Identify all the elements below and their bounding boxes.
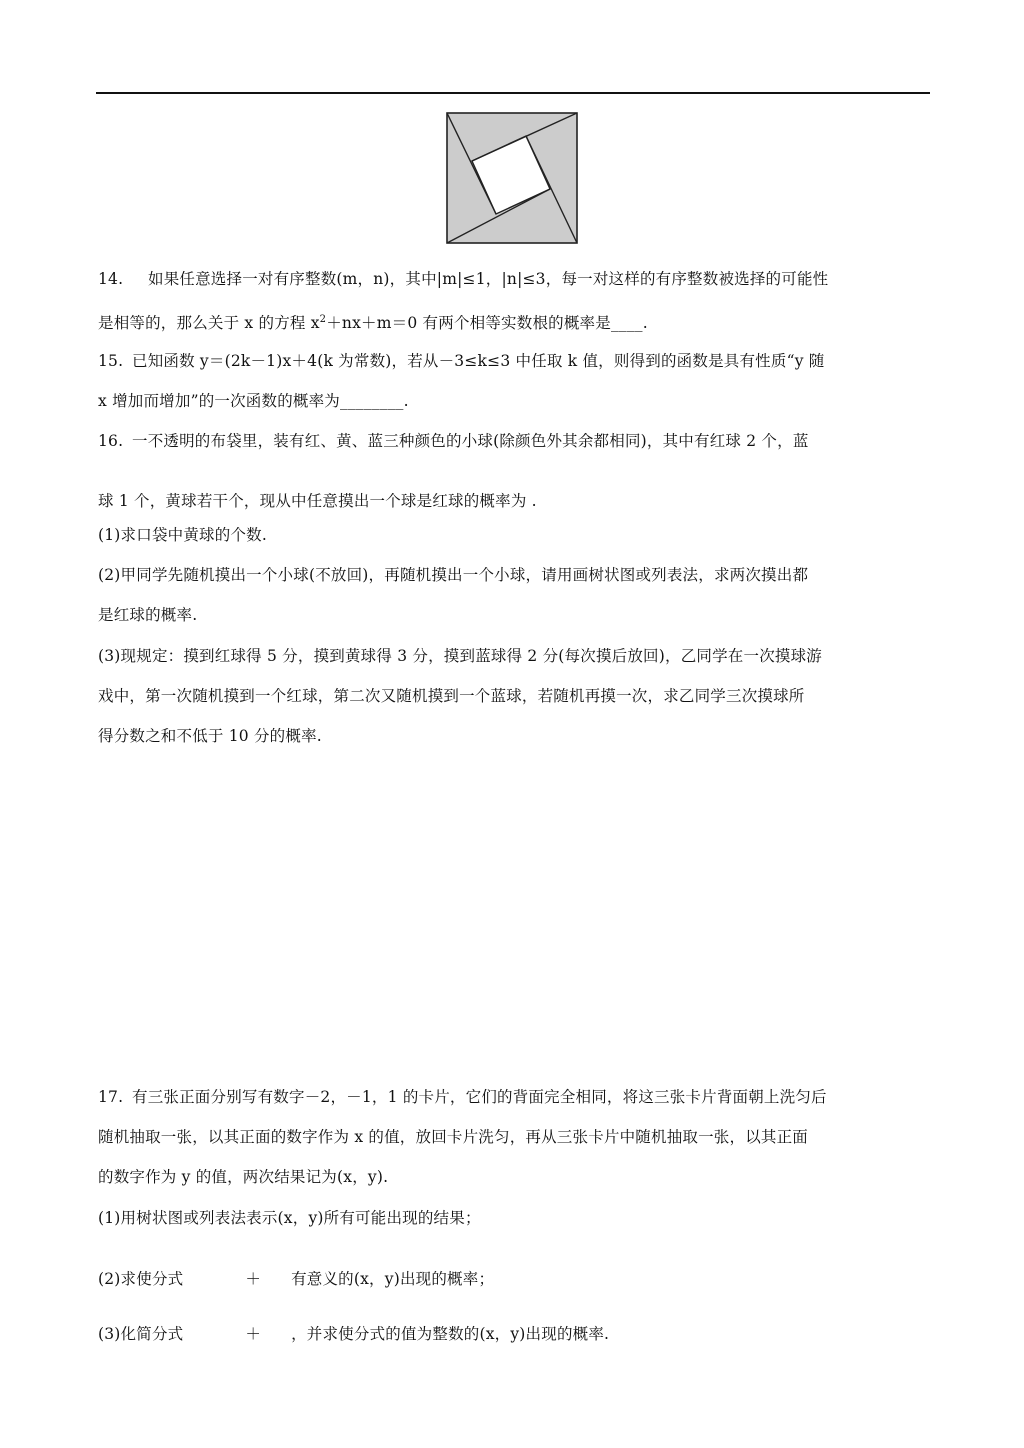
q17-sub-3-plus: ＋: [245, 1325, 262, 1343]
q17-sub-3: [98, 1323, 928, 1345]
q17-line-3: [98, 1166, 928, 1188]
q15-line-1: [98, 350, 928, 372]
q17-sub-2-plus: ＋: [245, 1270, 262, 1288]
q16-sub-3-text-3: 得分数之和不低于 10 分的概率.: [98, 727, 322, 745]
q17-line-1: [98, 1086, 928, 1108]
q16-sub-1: [98, 524, 928, 546]
q17-line-2: [98, 1126, 928, 1148]
pinwheel-square-figure: [446, 112, 578, 244]
q14-number: 14.: [98, 270, 124, 288]
q14-line-1: [98, 268, 928, 290]
q14-exponent: 2: [319, 314, 327, 325]
q16-sub-3-text-2: 戏中，第一次随机摸到一个红球，第二次又随机摸到一个蓝球，若随机再摸一次，求乙同学三次摸球所: [98, 687, 805, 705]
q17-text-2: 随机抽取一张，以其正面的数字作为 x 的值，放回卡片洗匀，再从三张卡片中随机抽取一张，以其正面: [98, 1128, 808, 1146]
q16-line-2: [98, 490, 928, 512]
q17-sub-3-text-b: ，并求使分式的值为整数的(x，y)出现的概率.: [291, 1325, 610, 1343]
q16-sub-2-line-1: [98, 564, 928, 586]
q16-text-2: 球 1 个，黄球若干个，现从中任意摸出一个球是红球的概率为 .: [98, 492, 537, 510]
q17-sub-2: [98, 1268, 928, 1290]
q14-text-2a: 是相等的，那么关于 x 的方程 x: [98, 314, 320, 332]
q16-sub-3-text-1: (3)现规定：摸到红球得 5 分，摸到黄球得 3 分，摸到蓝球得 2 分(每次摸后放回)，乙同学在一次摸球游: [98, 647, 822, 665]
q16-sub-3-line-2: [98, 685, 928, 707]
pinwheel-square-svg: [446, 112, 578, 244]
q14-text-1: 如果任意选择一对有序整数(m，n)，其中|m|≤1，|n|≤3，每一对这样的有序整数被选择的可能性: [148, 270, 829, 288]
q17-text-1: 有三张正面分别写有数字－2，－1，1 的卡片，它们的背面完全相同，将这三张卡片背面朝上洗匀后: [132, 1088, 827, 1106]
q14-text-2b: ＋nx＋m＝0 有两个相等实数根的概率是____.: [326, 314, 648, 332]
q16-number: 16.: [98, 432, 124, 450]
q16-sub-2-text-2: 是红球的概率.: [98, 606, 198, 624]
q17-sub-1: [98, 1207, 928, 1229]
q15-line-2: [98, 390, 928, 412]
q16-sub-2-text-1: (2)甲同学先随机摸出一个小球(不放回)，再随机摸出一个小球，请用画树状图或列表法，求两次摸出都: [98, 566, 809, 584]
q17-sub-2-text-b: 有意义的(x，y)出现的概率；: [291, 1270, 495, 1288]
q17-sub-2-text-a: (2)求使分式: [98, 1270, 184, 1288]
q17-sub-1-text: (1)用树状图或列表法表示(x，y)所有可能出现的结果；: [98, 1209, 481, 1227]
header-rule: [96, 92, 930, 94]
q14-line-2: [98, 309, 928, 334]
q16-sub-3-line-1: [98, 645, 928, 667]
q15-text-1: 已知函数 y＝(2k－1)x＋4(k 为常数)，若从－3≤k≤3 中任取 k 值，则得到的函数是具有性质“y 随: [132, 352, 825, 370]
q16-line-1: [98, 430, 928, 452]
q17-text-3: 的数字作为 y 的值，两次结果记为(x，y).: [98, 1168, 389, 1186]
q17-number: 17.: [98, 1088, 124, 1106]
q16-sub-1-text: (1)求口袋中黄球的个数.: [98, 526, 267, 544]
q16-sub-2-line-2: [98, 604, 928, 626]
q15-text-2: x 增加而增加”的一次函数的概率为________.: [98, 392, 409, 410]
q17-sub-3-text-a: (3)化简分式: [98, 1325, 184, 1343]
q16-sub-3-line-3: [98, 725, 928, 747]
q15-number: 15.: [98, 352, 124, 370]
q16-text-1: 一不透明的布袋里，装有红、黄、蓝三种颜色的小球(除颜色外其余都相同)，其中有红球 2 个，蓝: [132, 432, 809, 450]
